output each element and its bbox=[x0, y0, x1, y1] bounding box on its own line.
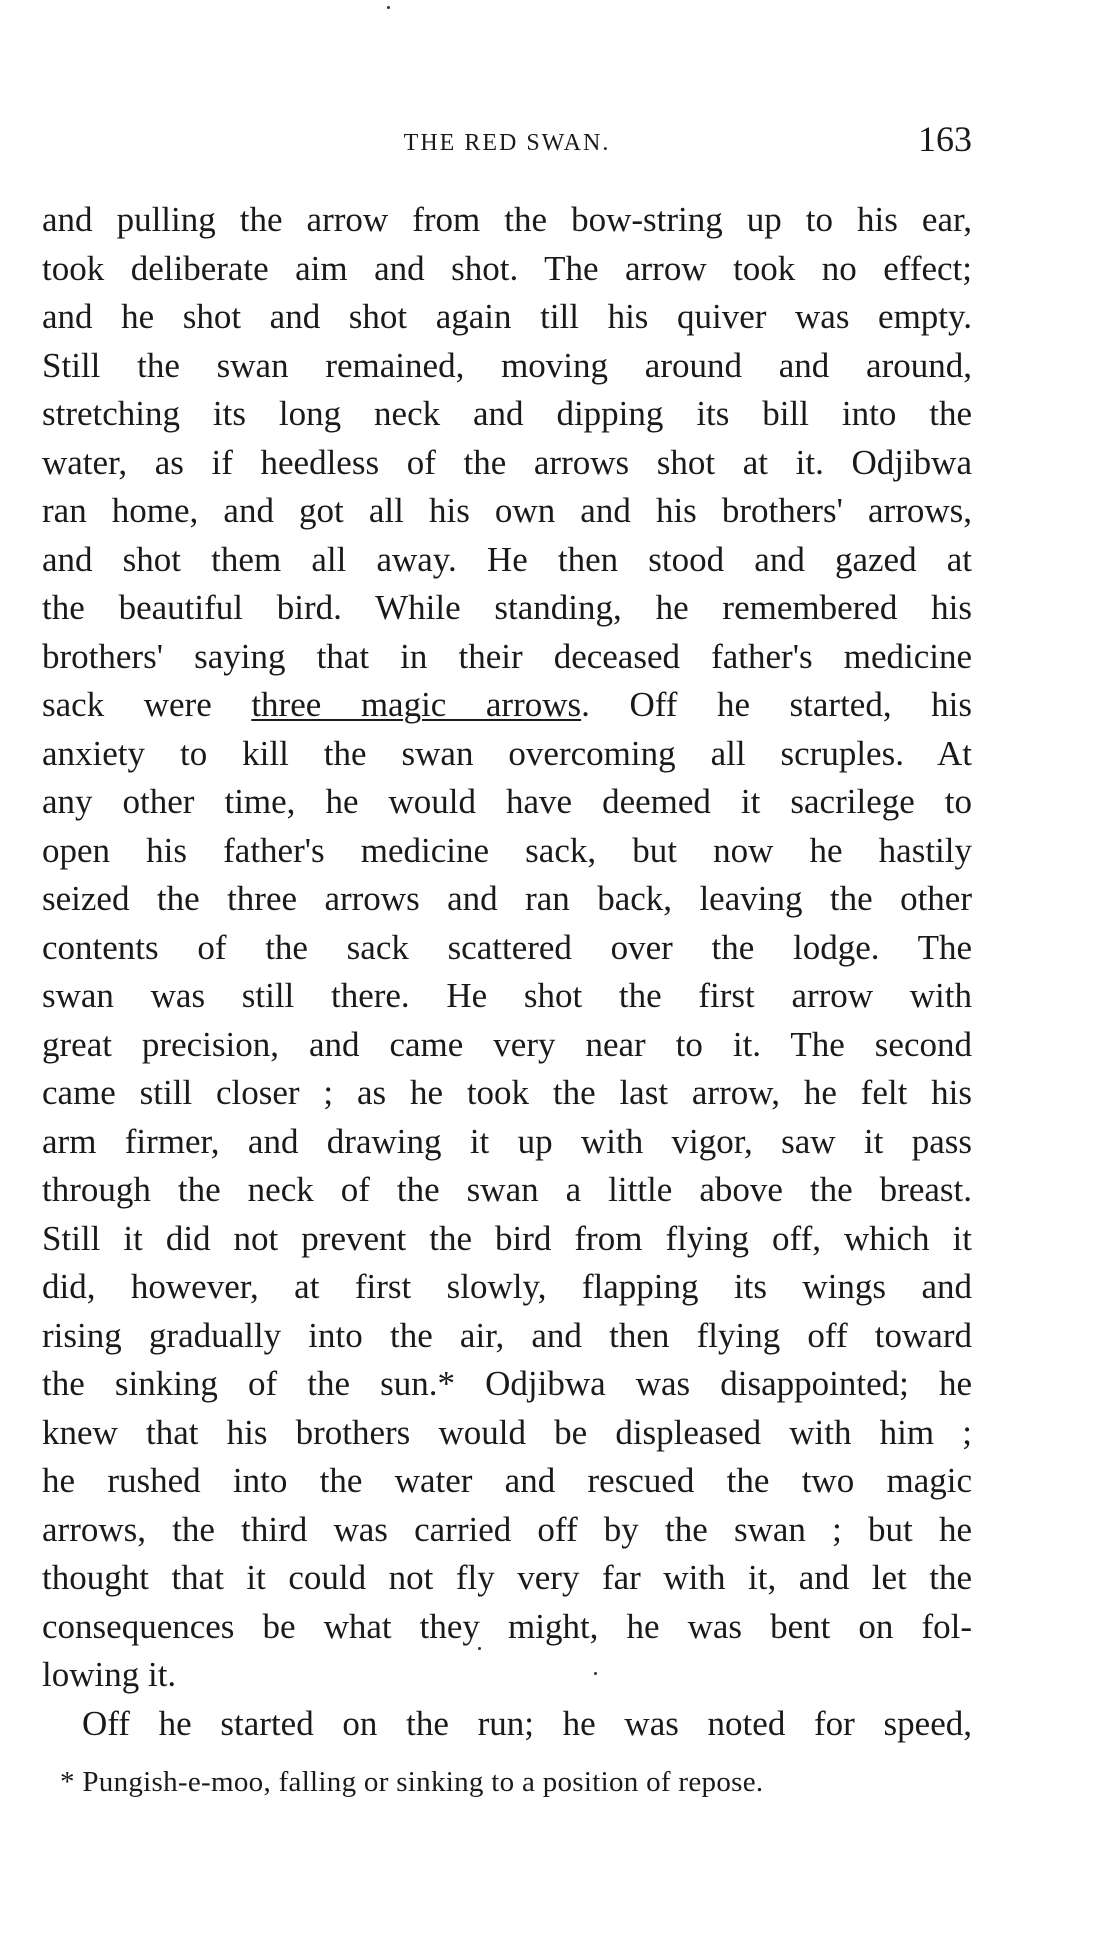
text-line: thought that it could not fly very far with it, and let the bbox=[42, 1558, 972, 1597]
print-speck bbox=[594, 1672, 597, 1675]
text-line: consequences be what they might, he was bent on fol- bbox=[42, 1606, 972, 1646]
text-line-underlined bbox=[42, 681, 972, 730]
text-line: and shot them all away. He then stood and gazed at bbox=[42, 539, 972, 579]
print-speck bbox=[387, 6, 390, 9]
text-line: did, however, at first slowly, flapping its wings and bbox=[42, 1267, 972, 1306]
text-line: any other time, he would have deemed it sacrilege to bbox=[42, 782, 972, 821]
text-line: and he shot and shot again till his quiver was empty. bbox=[42, 297, 972, 336]
text-line: seized the three arrows and ran back, leaving the other bbox=[42, 879, 972, 918]
text-line: through the neck of the swan a little above the breast. bbox=[42, 1170, 972, 1209]
text-line: came still closer ; as he took the last arrow, he felt his bbox=[42, 1073, 972, 1112]
text-line: water, as if heedless of the arrows shot at it. Odjibwa bbox=[42, 442, 972, 482]
text-line: open his father's medicine sack, but now he hastily bbox=[42, 830, 972, 870]
running-title: THE RED SWAN. bbox=[403, 130, 611, 156]
text-line: brothers' saying that in their deceased father's medicine bbox=[42, 636, 972, 676]
text-line: the beautiful bird. While standing, he remembered his bbox=[42, 588, 972, 627]
text-line: the sinking of the sun.* Odjibwa was disappointed; he bbox=[42, 1364, 972, 1403]
text-line: Still it did not prevent the bird from flying off, which it bbox=[42, 1218, 972, 1258]
body-text bbox=[42, 196, 972, 1748]
paragraph-end-line: lowing it. bbox=[42, 1655, 177, 1694]
text-line: took deliberate aim and shot. The arrow took no effect; bbox=[42, 248, 972, 288]
text-line: he rushed into the water and rescued the two magic bbox=[42, 1461, 972, 1500]
text-line: ran home, and got all his own and his brothers' arrows, bbox=[42, 491, 972, 530]
text-line: anxiety to kill the swan overcoming all scruples. At bbox=[42, 733, 972, 773]
text-line: swan was still there. He shot the first arrow with bbox=[42, 976, 972, 1015]
paragraph-start-line: Off he started on the run; he was noted for speed, bbox=[82, 1703, 972, 1743]
text-line: rising gradually into the air, and then flying off toward bbox=[42, 1315, 972, 1355]
text-line: and pulling the arrow from the bow-string up to his ear, bbox=[42, 200, 972, 239]
print-speck bbox=[478, 1647, 481, 1650]
text-segment: . Off he started, his bbox=[581, 685, 972, 724]
text-segment: sack were bbox=[42, 685, 252, 724]
underlined-phrase: three magic arrows bbox=[251, 685, 582, 724]
text-line: stretching its long neck and dipping its bill into the bbox=[42, 394, 972, 433]
text-line: knew that his brothers would be displeased with him ; bbox=[42, 1412, 972, 1452]
text-line: Still the swan remained, moving around and around, bbox=[42, 345, 972, 385]
text-line: arm firmer, and drawing it up with vigor, saw it pass bbox=[42, 1121, 972, 1161]
footnote: * Pungish-e-moo, falling or sinking to a position of repose. bbox=[60, 1766, 764, 1798]
text-line: arrows, the third was carried off by the swan ; but he bbox=[42, 1509, 972, 1549]
text-line: great precision, and came very near to it. The second bbox=[42, 1024, 972, 1064]
running-head bbox=[42, 118, 972, 158]
page-number: 163 bbox=[918, 119, 972, 159]
text-line: contents of the sack scattered over the lodge. The bbox=[42, 927, 972, 967]
